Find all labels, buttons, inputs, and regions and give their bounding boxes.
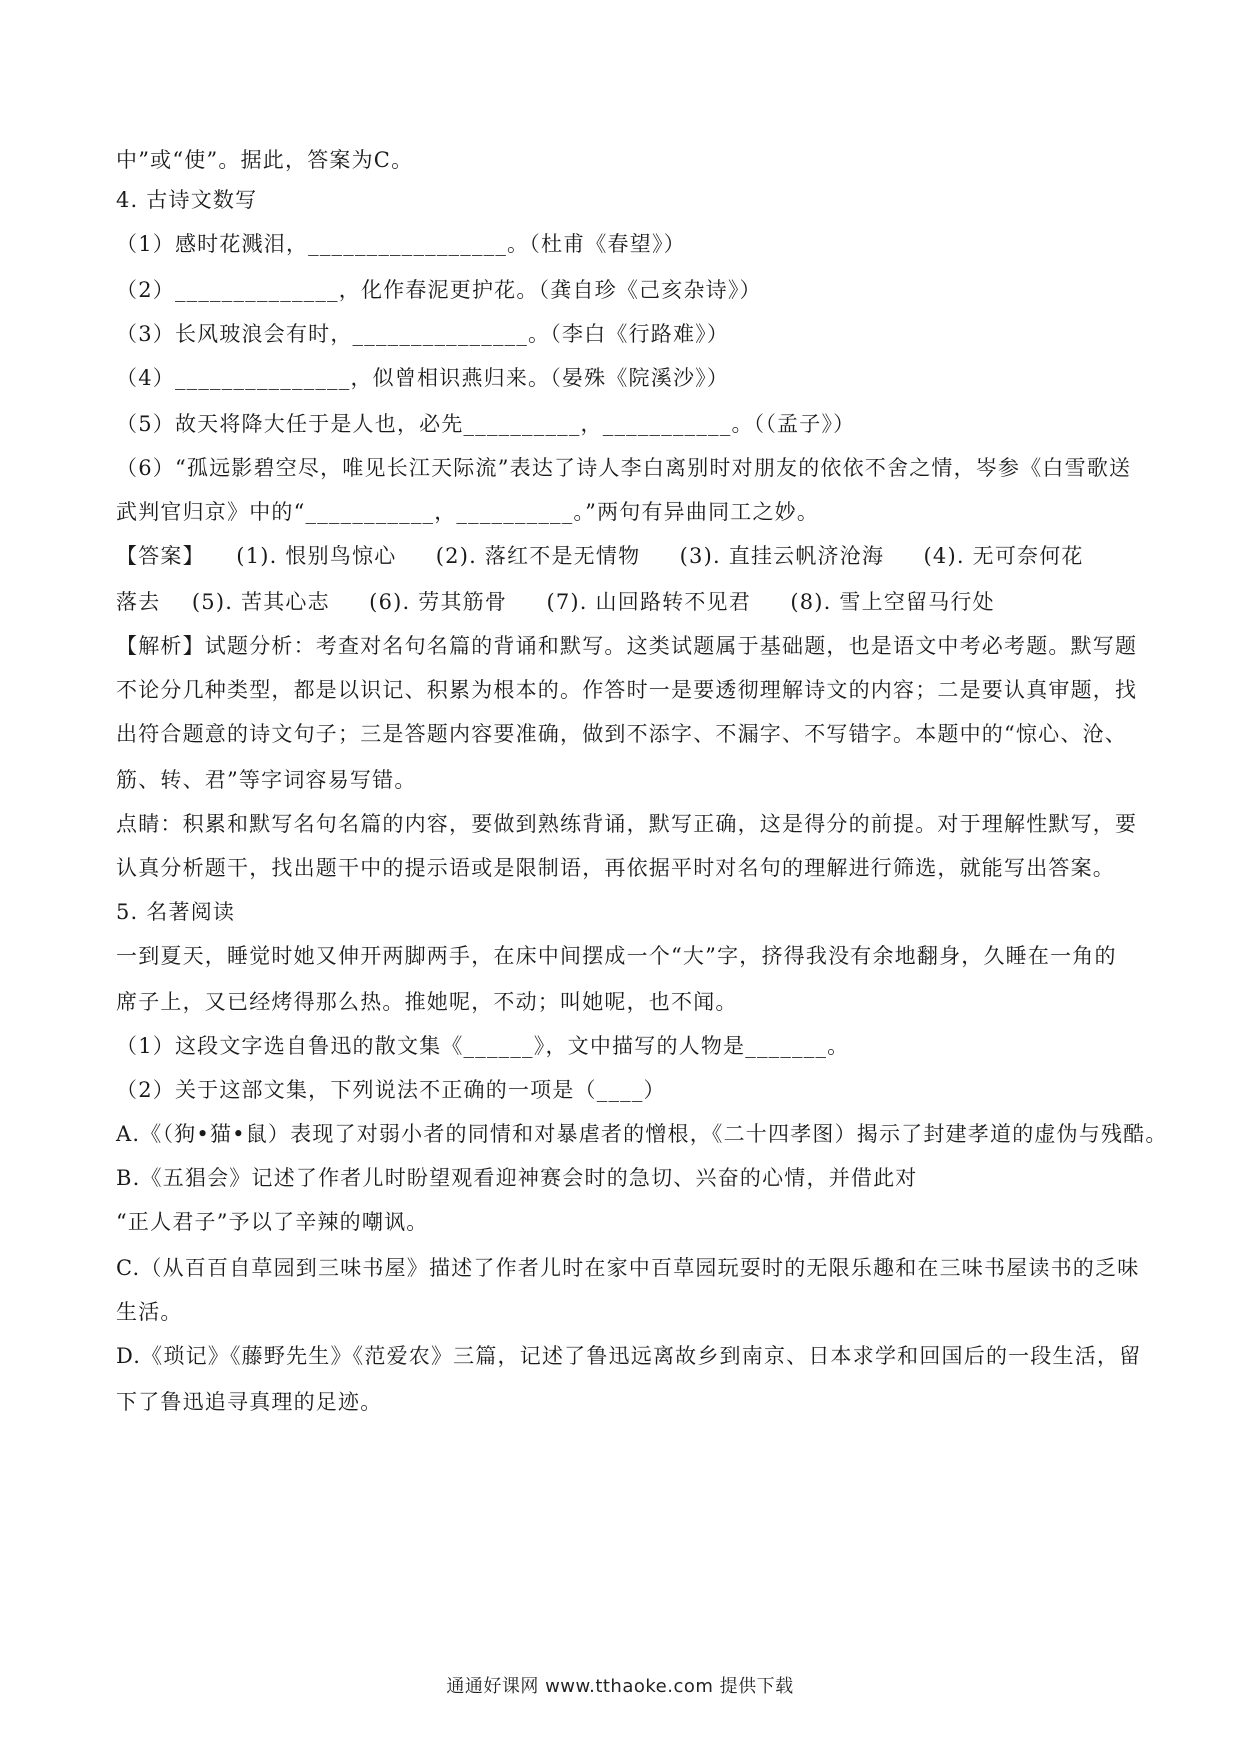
text-line: 武判官归京》中的“___________，__________。”两句有异曲同工之妙。	[116, 500, 820, 524]
question-5-item-1: （1）这段文字选自鲁迅的散文集《______》，文中描写的人物是_______。	[116, 1034, 850, 1058]
tip-line: 认真分析题干，找出题干中的提示语或是限制语，再依据平时对名句的理解进行筛选，就能写出答案。	[116, 856, 1115, 880]
option-c: C.（从百百自草园到三味书屋》描述了作者儿时在家中百草园玩耍时的无限乐趣和在三味书屋读书的乏味	[116, 1256, 1140, 1280]
question-5-heading: 5. 名著阅读	[116, 900, 236, 924]
answer-line: 【答案】 (1). 恨别鸟惊心 (2). 落红不是无情物 (3). 直挂云帆济沧海 (4). 无可奈何花	[116, 544, 1084, 568]
answer-line: 落去 (5). 苦其心志 (6). 劳其筋骨 (7). 山回路转不见君 (8). 雪上空留马行处	[116, 590, 995, 614]
question-4-item-3: （3）长风玻浪会有时，_______________。（李白《行路难》）	[116, 322, 730, 346]
option-d-continued: 下了鲁迅追寻真理的足迹。	[116, 1390, 383, 1414]
text-line: 中”或“使”。据此，答案为C。	[116, 148, 414, 172]
option-c-continued: 生活。	[116, 1300, 183, 1324]
analysis-line: 筋、转、君”等字词容易写错。	[116, 768, 417, 792]
page-footer: 通通好课网 www.tthaoke.com 提供下载	[446, 1676, 794, 1697]
question-4-item-4: （4）_______________，似曾相识燕归来。（晏殊《院溪沙》）	[116, 366, 730, 390]
tip-line: 点睛：积累和默写名句名篇的内容，要做到熟练背诵，默写正确，这是得分的前提。对于理解性默写，要	[116, 812, 1138, 836]
question-4-heading: 4. 古诗文数写	[116, 188, 258, 212]
option-b-continued: “正人君子”予以了辛辣的嘲讽。	[116, 1210, 429, 1234]
question-5-item-2: （2）关于这部文集，下列说法不正确的一项是（____）	[116, 1078, 666, 1102]
question-4-item-6: （6）“孤远影碧空尽，唯见长江天际流”表达了诗人李白离别时对朋友的依依不舍之情，岑参《白雪歌送	[116, 456, 1132, 480]
analysis-line: 不论分几种类型，都是以识记、积累为根本的。作答时一是要透彻理解诗文的内容；二是要认真审题，找	[116, 678, 1138, 702]
passage-line: 一到夏天，睡觉时她又伸开两脚两手，在床中间摆成一个“大”字，挤得我没有余地翻身，久睡在一角的	[116, 944, 1117, 968]
question-4-item-2: （2）______________，化作春泥更护花。（龚自珍《己亥杂诗》）	[116, 278, 762, 302]
option-d: D.《琐记》《藤野先生》《范爱农》三篇，记述了鲁迅远离故乡到南京、日本求学和回国后的一段生活，留	[116, 1344, 1142, 1368]
option-a: A.《（狗•猫•鼠）表现了对弱小者的同情和对暴虐者的憎根，《二十四孝图）揭示了封建孝道的虚伪与残酷。	[116, 1122, 1168, 1146]
passage-line: 席子上，又已经烤得那么热。推她呢，不动；叫她呢，也不闻。	[116, 990, 738, 1014]
analysis-line: 【解析】试题分析：考查对名句名篇的背诵和默写。这类试题属于基础题，也是语文中考必考题。默写题	[116, 634, 1138, 658]
question-4-item-5: （5）故天将降大任于是人也，必先__________，___________。（（孟子》）	[116, 412, 856, 436]
option-b: B.《五猖会》记述了作者儿时盼望观看迎神赛会时的急切、兴奋的心情，并借此对	[116, 1166, 918, 1190]
analysis-line: 出符合题意的诗文句子；三是答题内容要准确，做到不添字、不漏字、不写错字。本题中的“惊心、沧、	[116, 722, 1127, 746]
question-4-item-1: （1）感时花溅泪，_________________。（杜甫《春望》）	[116, 232, 686, 256]
